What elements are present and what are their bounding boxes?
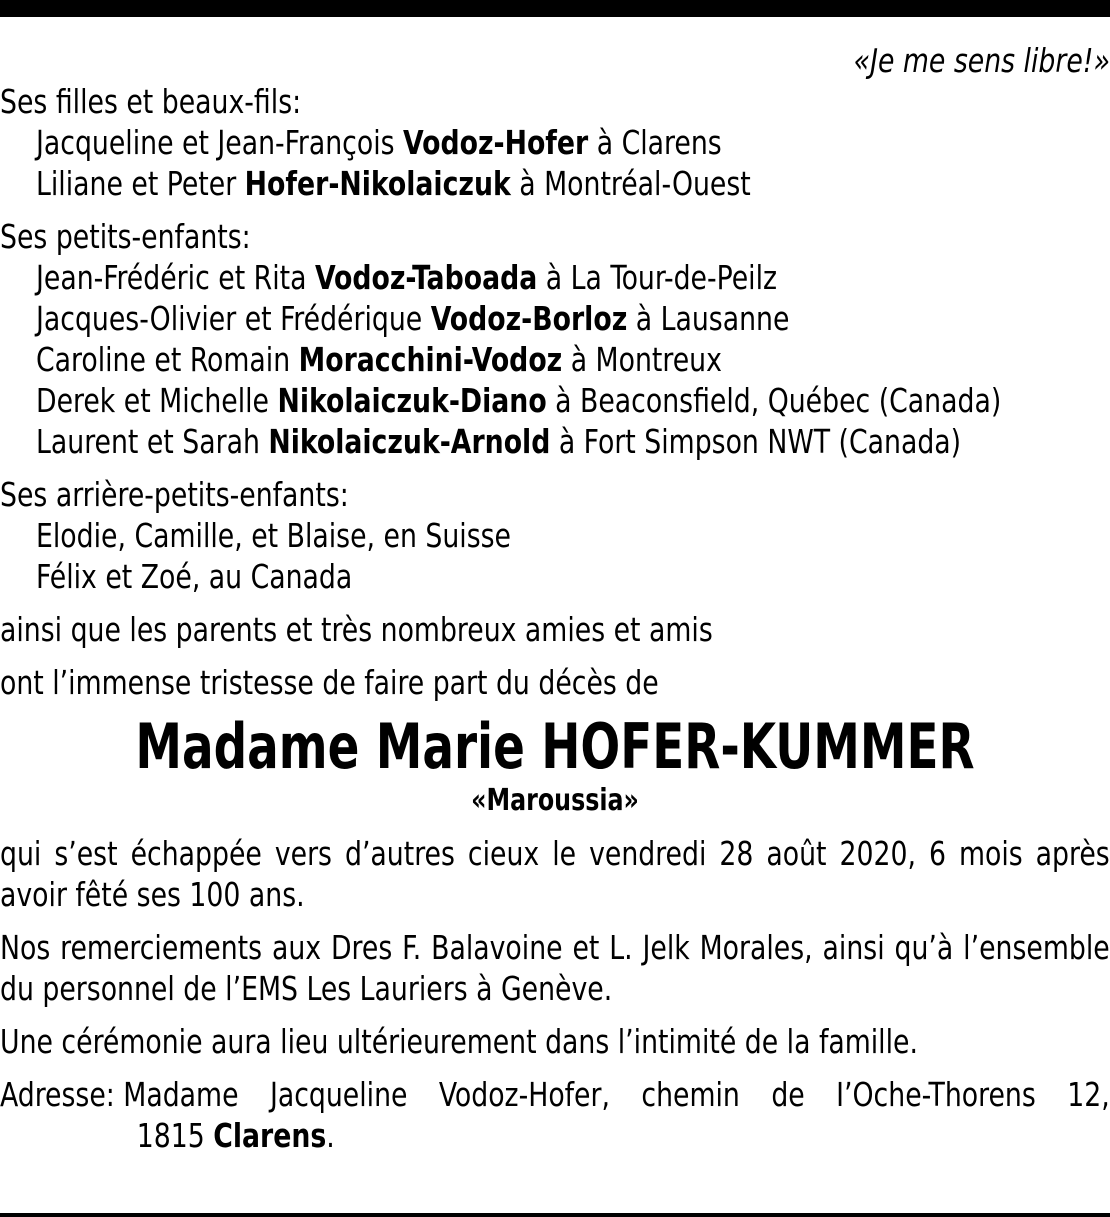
family-entry: Derek et Michelle Nikolaiczuk-Diano à Beaconsfield, Québec (Canada) — [36, 381, 1002, 420]
grandchildren-heading: Ses petits-enfants: — [0, 217, 251, 256]
address-city: Clarens — [213, 1116, 327, 1155]
family-surname: Vodoz-Taboada — [314, 258, 538, 297]
family-entry: Liliane et Peter Hofer-Nikolaiczuk à Montréal-Ouest — [36, 164, 751, 203]
family-surname: Hofer-Nikolaiczuk — [244, 164, 511, 203]
address-block — [0, 1074, 1110, 1156]
top-rule — [0, 0, 1110, 17]
ceremony-paragraph: Une cérémonie aura lieu ultérieurement dans l’intimité de la famille. — [0, 1022, 918, 1061]
family-surname: Vodoz-Borloz — [430, 299, 628, 338]
great-grandchildren-section — [0, 474, 1110, 597]
deceased-name: Madame Marie HOFER-KUMMER — [135, 710, 975, 783]
address-line-2: 1815 Clarens. — [136, 1116, 335, 1155]
great-grandchildren-heading: Ses arrière-petits-enfants: — [0, 475, 349, 514]
thanks-paragraph: Nos remerciements aux Dres F. Balavoine et L. Jelk Morales, ainsi qu’à l’ensemble du personnel de l’EMS Les Lauriers à Genève. — [0, 928, 1110, 1008]
family-entry: Elodie, Camille, et Blaise, en Suisse — [36, 516, 511, 555]
family-entry: Caroline et Romain Moracchini-Vodoz à Montreux — [36, 340, 722, 379]
family-entry: Félix et Zoé, au Canada — [36, 557, 353, 596]
death-paragraph: qui s’est échappée vers d’autres cieux le vendredi 28 août 2020, 6 mois après avoir fêté ses 100 ans. — [0, 834, 1110, 914]
family-entry: Jacques-Olivier et Frédérique Vodoz-Borloz à Lausanne — [36, 299, 790, 338]
family-surname: Nikolaiczuk-Arnold — [268, 422, 551, 461]
family-surname: Moracchini-Vodoz — [298, 340, 563, 379]
obituary-notice — [0, 40, 1110, 1156]
epigraph-quote: «Je me sens libre!» — [853, 41, 1110, 80]
family-surname: Vodoz-Hofer — [403, 123, 589, 162]
deceased-nickname: «Maroussia» — [471, 783, 639, 818]
family-surname: Nikolaiczuk-Diano — [277, 381, 547, 420]
family-entry: Jean-Frédéric et Rita Vodoz-Taboada à La Tour-de-Peilz — [36, 258, 778, 297]
announcement-line: ont l’immense tristesse de faire part du décès de — [0, 663, 659, 702]
family-entry: Jacqueline et Jean-François Vodoz-Hofer à Clarens — [36, 123, 722, 162]
daughters-section — [0, 81, 1110, 204]
bottom-rule — [0, 1213, 1110, 1217]
daughters-heading: Ses filles et beaux-fils: — [0, 82, 302, 121]
family-entry: Laurent et Sarah Nikolaiczuk-Arnold à Fort Simpson NWT (Canada) — [36, 422, 962, 461]
relatives-line: ainsi que les parents et très nombreux amies et amis — [0, 610, 713, 649]
grandchildren-section — [0, 216, 1110, 462]
address-label: Adresse: — [0, 1075, 124, 1114]
address-line-1: Madame Jacqueline Vodoz-Hofer, chemin de I’Oche-Thorens 12, — [123, 1075, 1110, 1114]
